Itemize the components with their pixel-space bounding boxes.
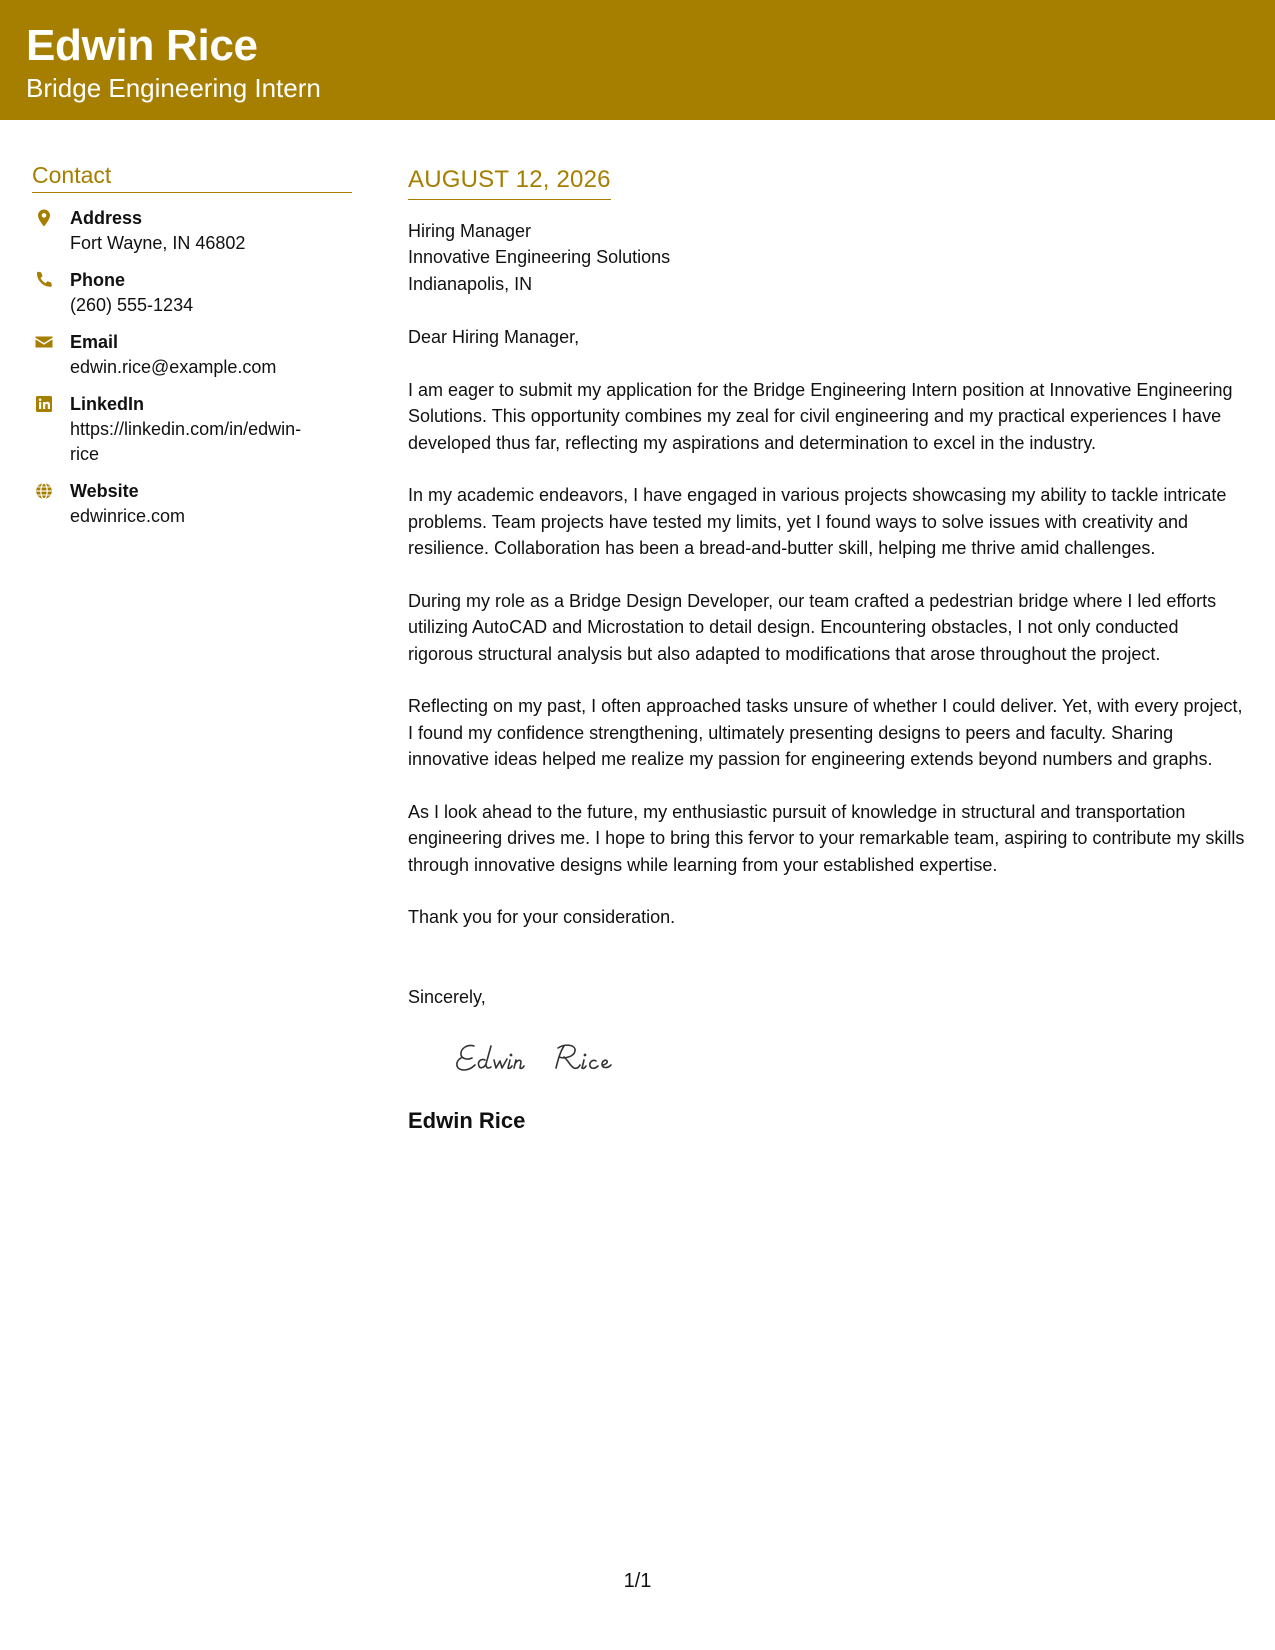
contact-item-linkedin [32, 392, 352, 467]
contact-sidebar [32, 162, 352, 529]
salutation: Dear Hiring Manager, [408, 327, 580, 348]
letter-paragraph: During my role as a Bridge Design Developer, our team crafted a pedestrian bridge where I led efforts utilizing AutoCAD and Microstation to detail design. Encountering obstacles, I not only conducted rigorous structural analysis but also adapted to modifications that arose throughout the project. [408, 590, 1217, 664]
contact-label-linkedin: LinkedIn [70, 394, 145, 415]
contact-value-email[interactable]: edwin.rice@example.com [70, 357, 277, 378]
contact-label-email: Email [70, 332, 119, 353]
page-number: 1/1 [623, 1570, 652, 1592]
contact-label-address: Address [70, 208, 143, 229]
signed-name: Edwin Rice [408, 1108, 526, 1134]
letter-paragraph: Thank you for your consideration. [408, 907, 676, 928]
contact-label-phone: Phone [70, 270, 126, 291]
contact-list [32, 206, 352, 529]
contact-item-website [32, 479, 352, 529]
closing: Sincerely, [408, 986, 486, 1007]
contact-value-linkedin[interactable]: https://linkedin.com/in/edwin-rice [70, 419, 302, 465]
globe-icon [34, 481, 54, 501]
contact-item-address [32, 206, 352, 256]
contact-value-phone: (260) 555-1234 [70, 295, 194, 316]
contact-item-email [32, 330, 352, 380]
contact-value-website[interactable]: edwinrice.com [70, 506, 186, 527]
contact-label-website: Website [70, 481, 139, 502]
letter-paragraph: Reflecting on my past, I often approached tasks unsure of whether I could deliver. Yet, with every project, I found my confidence strengthening, ultimately presenting designs to peers and faculty. Sharing innovative ideas helped me realize my passion for engineering extends beyond numbers and graphs. [408, 696, 1243, 770]
recipient-line: Indianapolis, IN [408, 273, 533, 294]
handwritten-signature [452, 1036, 652, 1082]
letter-date: AUGUST 12, 2026 [408, 166, 611, 200]
letter-paragraph: In my academic endeavors, I have engaged in various projects showcasing my ability to tackle intricate problems. Team projects have tested my limits, yet I found ways to solve issues with creativity and resilience. Collaboration has been a bread-and-butter skill, helping me thrive amid challenges. [408, 485, 1227, 559]
letter-paragraph: I am eager to submit my application for the Bridge Engineering Intern position at Innovative Engineering Solutions. This opportunity combines my zeal for civil engineering and my practical experiences I have developed thus far, reflecting my aspirations and determination to excel in the industry. [408, 379, 1233, 453]
applicant-role: Bridge Engineering Intern [26, 73, 321, 103]
applicant-name: Edwin Rice [26, 21, 258, 70]
letter-paragraph: As I look ahead to the future, my enthusiastic pursuit of knowledge in structural and transportation engineering drives me. I hope to bring this fervor to your remarkable team, aspiring to contribute my skills through innovative designs while learning from your established expertise. [408, 801, 1245, 875]
phone-icon [34, 270, 54, 290]
letter-body [408, 166, 1248, 1134]
recipient-line: Hiring Manager [408, 220, 532, 241]
contact-heading: Contact [32, 162, 352, 193]
linkedin-icon [34, 394, 54, 414]
envelope-icon [34, 332, 54, 352]
contact-value-address: Fort Wayne, IN 46802 [70, 233, 246, 254]
contact-item-phone [32, 268, 352, 318]
header-banner [0, 0, 1275, 120]
map-pin-icon [34, 208, 54, 228]
recipient-block [408, 218, 1248, 298]
recipient-line: Innovative Engineering Solutions [408, 247, 671, 268]
